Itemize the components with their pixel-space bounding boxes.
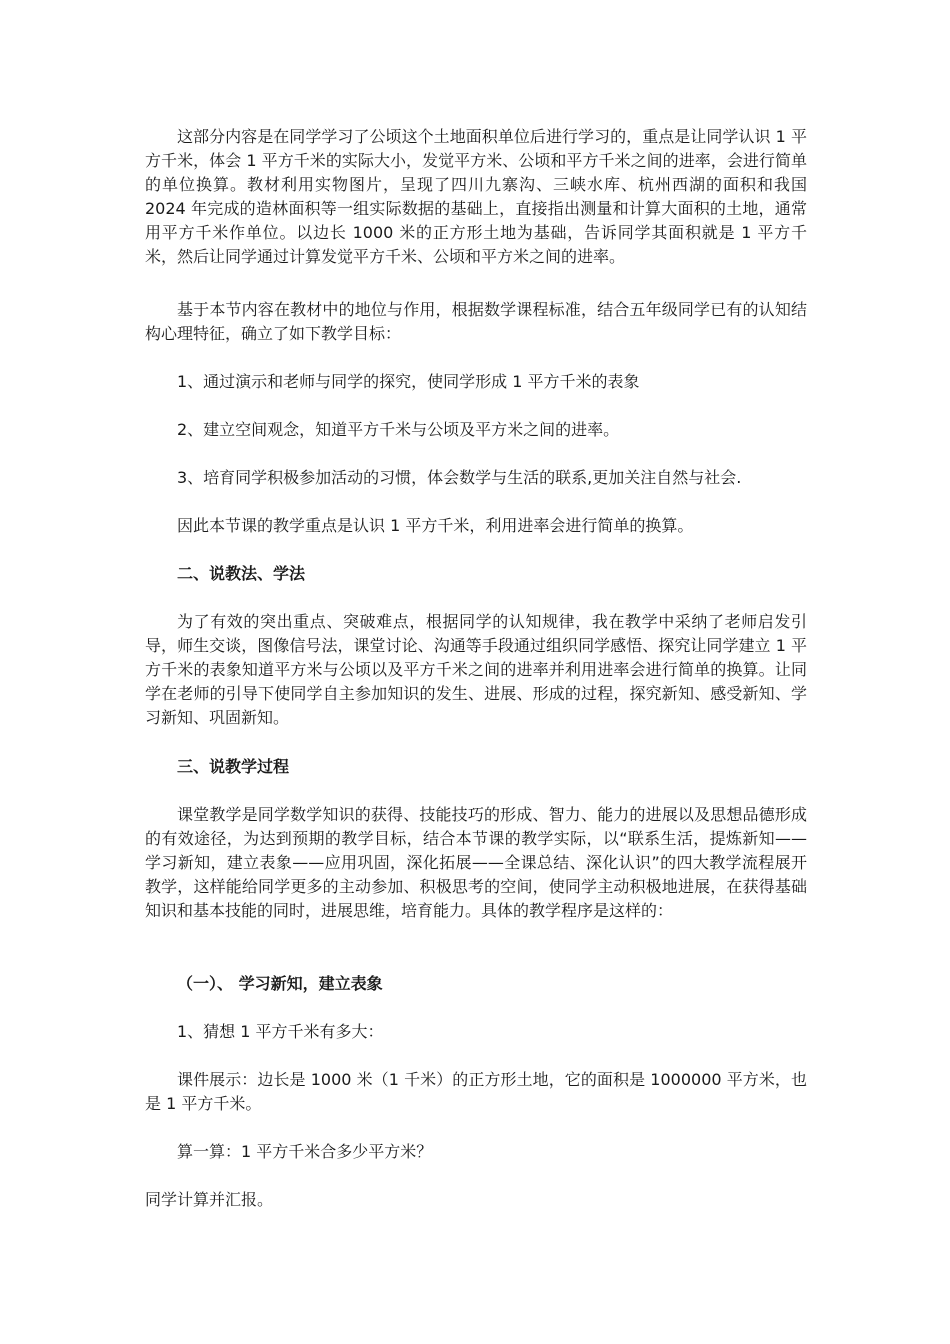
objective-item-2: 2、建立空间观念，知道平方千米与公顷及平方米之间的进率。 bbox=[177, 420, 620, 439]
paragraph-objectives-intro: 基于本节内容在教材中的地位与作用，根据数学课程标准，结合五年级同学已有的认知结构心理特征，确立了如下教学目标： bbox=[145, 300, 807, 343]
section-heading-process: 三、说教学过程 bbox=[177, 757, 290, 776]
paragraph-courseware: 课件展示：边长是 1000 米（1 千米）的正方形土地，它的面积是 1000000 平方米，也是 1 平方千米。 bbox=[145, 1070, 807, 1113]
objective-item-1: 1、通过演示和老师与同学的探究，使同学形成 1 平方千米的表象 bbox=[177, 372, 640, 391]
step-guess: 1、猜想 1 平方千米有多大： bbox=[177, 1022, 384, 1041]
paragraph-calculate: 算一算：1 平方千米合多少平方米？ bbox=[177, 1142, 433, 1161]
section-heading-methods: 二、说教法、学法 bbox=[177, 564, 306, 583]
paragraph-report: 同学计算并汇报。 bbox=[145, 1190, 274, 1209]
paragraph-key-points: 因此本节课的教学重点是认识 1 平方千米，利用进率会进行简单的换算。 bbox=[177, 516, 694, 535]
paragraph-process: 课堂教学是同学数学知识的获得、技能技巧的形成、智力、能力的进展以及思想品德形成的有效途径，为达到预期的教学目标，结合本节课的教学实际，以“联系生活，提炼新知——学习新知，建立表象——应用巩固，深化拓展——全课总结、深化认识”的四大教学流程展开教学，这样能给同学更多的主动参加、积极思考的空间，使同学主动积极地进展，在获得基础知识和基本技能的同时，进展思维，培育能力。具体的教学程序是这样的： bbox=[145, 805, 807, 920]
objective-item-3: 3、培育同学积极参加活动的习惯，体会数学与生活的联系,更加关注自然与社会. bbox=[177, 468, 742, 487]
paragraph-methods: 为了有效的突出重点、突破难点，根据同学的认知规律，我在教学中采纳了老师启发引导，师生交谈，图像信号法，课堂讨论、沟通等手段通过组织同学感悟、探究让同学建立 1 平方千米的表象知道平方米与公顷以及平方千米之间的进率并利用进率会进行简单的换算。让同学在老师的引导下使同学自主参加知识的发生、进展、形成的过程，探究新知、感受新知、学习新知、巩固新知。 bbox=[145, 612, 807, 727]
subsection-heading-new-knowledge: （一）、 学习新知，建立表象 bbox=[177, 974, 383, 993]
paragraph-intro: 这部分内容是在同学学习了公顷这个土地面积单位后进行学习的，重点是让同学认识 1 平方千米，体会 1 平方千米的实际大小，发觉平方米、公顷和平方千米之间的进率，会进行简单的单位换算。教材利用实物图片，呈现了四川九寨沟、三峡水库、杭州西湖的面积和我国 2024 年完成的造林面积等一组实际数据的基础上，直接指出测量和计算大面积的土地，通常用平方千米作单位。以边长 1000 米的正方形土地为基础，告诉同学其面积就是 1 平方千米，然后让同学通过计算发觉平方千米、公顷和平方米之间的进率。 bbox=[145, 127, 807, 266]
